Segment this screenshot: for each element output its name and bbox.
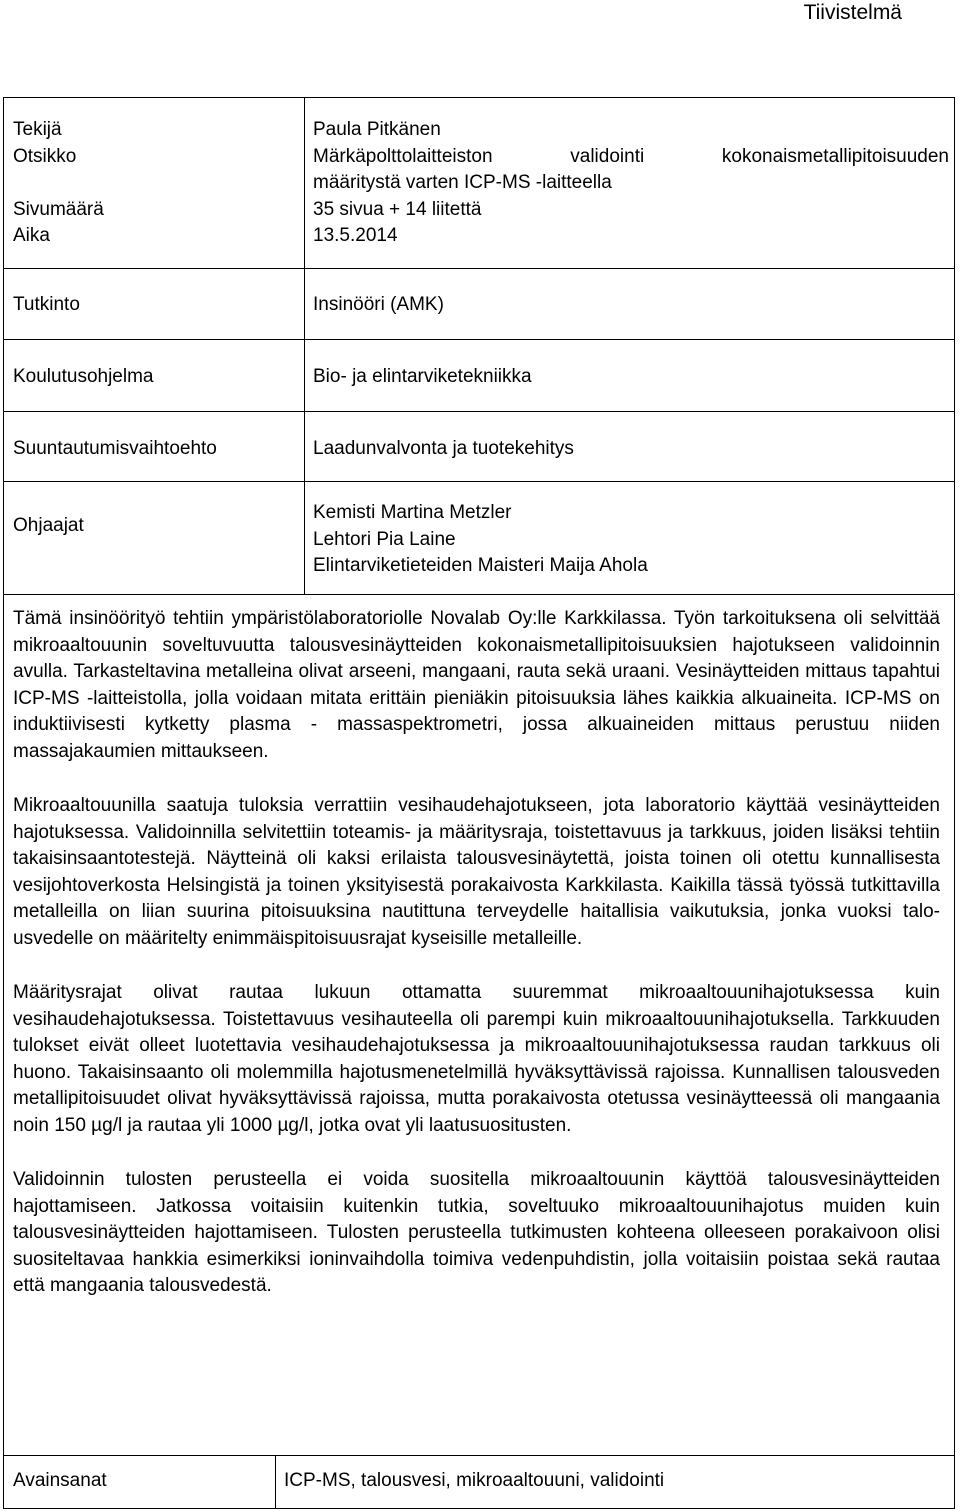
keywords-row (4, 1455, 954, 1508)
column-divider (304, 98, 305, 595)
abstract-paragraph: Mikroaaltouunilla saatuja tuloksia verrattiin vesihaudehajotukseen, jota laboratorio käyttää vesinäytteiden hajotuksessa. Validoinnilla selvitettiin toteamis- ja määritysraja, toistettavuus ja tarkkuus, joiden lisäksi tehtiin takaisinsaantotestejä. Näytteinä oli kaksi erilaista talousvesinäytettä, joista toinen oli otettu kunnallisesta vesijohtoverkosta Helsingistä ja toinen yksityisestä porakaivosta Karkkilasta. Kaikilla tässä työssä tutkittavilla metalleilla on liian suurina pitoisuuksina nautittuna terveydelle haitallisia vaikutuksia, jonka vuoksi talousvedelle on määritelty enimmäispitoisuusrajat kyseisille metalleille. (13, 795, 940, 949)
abstract-body (13, 606, 940, 1328)
author-label: Tekijä (13, 119, 62, 140)
specialisation-label: Suuntautumisvaihtoehto (13, 438, 217, 459)
thesis-title-line1: Märkäpolttolaitteiston validointi kokonaismetallipitoisuuden (313, 145, 949, 167)
thesis-date: 13.5.2014 (313, 225, 398, 246)
keywords-value: ICP-MS, talousvesi, mikroaaltouuni, validointi (284, 1470, 665, 1491)
instructor-1: Kemisti Martina Metzler (313, 502, 512, 523)
abstract-form (3, 97, 955, 1509)
page-count: 35 sivua + 14 liitettä (313, 198, 482, 220)
keywords-label: Avainsanat (13, 1470, 107, 1491)
thesis-title-line2: määritystä varten ICP-MS -laitteella (313, 172, 612, 193)
programme-label: Koulutusohjelma (13, 366, 154, 387)
keywords-divider (275, 1456, 276, 1508)
date-label: Aika (13, 225, 50, 246)
pages-label: Sivumäärä (13, 198, 104, 220)
abstract-paragraph: Tämä insinöörityö tehtiin ympäristölaboratoriolle Novalab Oy:lle Karkkilassa. Työn tarkoituksena oli selvittää mikroaaltouunin soveltuvuutta talousvesinäytteiden kokonaismetallipitoisuuksien hajotukseen validoinnin avulla. Tarkasteltavina metalleina olivat arseeni, mangaani, rauta sekä uraani. Vesinäytteiden mittaus tapahtui ICP-MS -laitteistolla, jolla voidaan mitata erittäin pieniäkin pitoisuuksia lähes kaikkia alkuaineita. ICP-MS on induktiivisesti kytketty plasma - massaspektrometri, jossa alkuaineiden mittaus perustuu niiden massajakaumien mittaukseen. (13, 608, 940, 762)
title-label: Otsikko (13, 145, 77, 167)
row-divider (4, 594, 954, 595)
instructor-2: Lehtori Pia Laine (313, 528, 456, 550)
specialisation-value: Laadunvalvonta ja tuotekehitys (313, 438, 574, 459)
row-divider (4, 411, 954, 412)
programme-value: Bio- ja elintarviketekniikka (313, 366, 532, 387)
instructors-label: Ohjaajat (13, 515, 84, 536)
page-header-title: Tiivistelmä (803, 1, 902, 24)
row-divider (4, 268, 954, 269)
row-divider (4, 481, 954, 482)
author-name: Paula Pitkänen (313, 119, 441, 140)
degree-value: Insinööri (AMK) (313, 294, 444, 315)
degree-label: Tutkinto (13, 294, 80, 315)
row-divider (4, 339, 954, 340)
abstract-paragraph: Määritysrajat olivat rautaa lukuun ottamatta suuremmat mikroaaltouunihajotuksessa kuin vesihaudehajotuksessa. Toistettavuus vesihauteella oli parempi kuin mikroaaltouunihajotuksella. Tarkkuuden tulokset eivät olleet luotettavia vesihaudehajotuksessa ja mikroaaltouunihajotuksessa raudan tarkkuus oli huono. Takaisinsaanto oli molemmilla hajotusmenetelmillä hyväksyttävissä rajoissa. Kunnallisen talousveden metallipitoisuudet olivat hyväksyttävissä rajoissa, mutta porakaivosta otetussa vesinäytteessä oli mangaania noin 150 µg/l ja rautaa yli 1000 µg/l, jotka ovat yli laatusuositusten. (13, 982, 940, 1136)
abstract-paragraph: Validoinnin tulosten perusteella ei voida suositella mikroaaltouunin käyttöä talousvesinäytteiden hajottamiseen. Jatkossa voitaisiin kuitenkin tutkia, soveltuuko mikroaaltouunihajotus muiden kuin talousvesinäytteiden hajottamiseen. Tulosten perusteella tutkimusten kohteena olleeseen porakaivoon olisi suositeltavaa hankkia esimerkiksi ioninvaihdolla toimiva vedenpuhdistin, jolla voitaisiin poistaa sekä rautaa että mangaania talousvedestä. (13, 1169, 940, 1296)
instructor-3: Elintarviketieteiden Maisteri Maija Ahola (313, 555, 648, 576)
